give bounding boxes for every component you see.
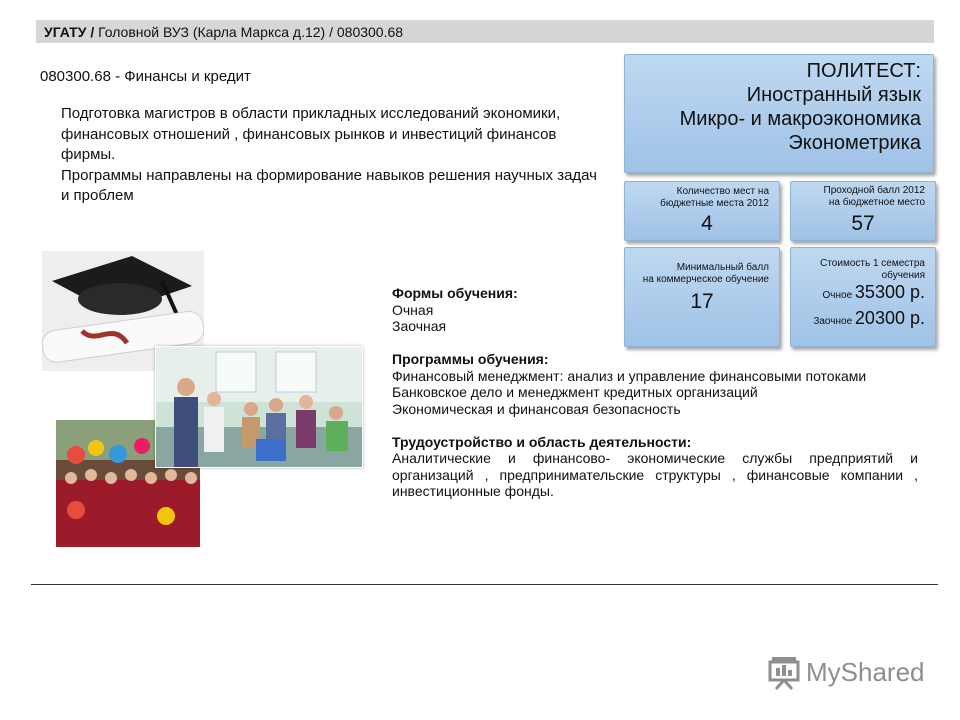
min-score-label-2: на коммерческое обучение xyxy=(642,274,769,285)
cost-label-2: обучения xyxy=(881,270,925,281)
politest-subject-1: Иностранный язык xyxy=(746,84,921,106)
employment-heading: Трудоустройство и область деятельности: xyxy=(392,433,692,450)
budget-places-value: 4 xyxy=(701,212,713,235)
min-score-label-1: Минимальный балл xyxy=(676,262,769,273)
budget-places-box xyxy=(624,181,780,241)
group-office-photo xyxy=(155,346,363,468)
logo-text: MyShared xyxy=(806,657,925,687)
program-description xyxy=(61,104,606,207)
program-item: Экономическая и финансовая безопасность xyxy=(392,400,681,417)
breadcrumb xyxy=(44,24,403,40)
breadcrumb-rest: Головной ВУЗ (Карла Маркса д.12) / 080300.68 xyxy=(94,24,404,40)
myshared-logo xyxy=(766,654,926,694)
cost-fulltime-value: 35300 р. xyxy=(854,282,925,302)
cost-label-1: Стоимость 1 семестра xyxy=(820,258,925,269)
budget-places-label-2: бюджетные места 2012 xyxy=(660,198,769,209)
presentation-board-icon xyxy=(766,654,802,690)
description-paragraph-2: Программы направлены на формирование навыков решения научных задач и проблем xyxy=(61,166,597,204)
passing-score-box xyxy=(790,181,936,241)
budget-places-label-1: Количество мест на xyxy=(676,186,769,197)
study-forms-heading: Формы обучения: xyxy=(392,285,518,301)
header-bar xyxy=(36,20,934,43)
program-item: Финансовый менеджмент: анализ и управление финансовыми потоками xyxy=(392,367,867,384)
passing-score-label-1: Проходной балл 2012 xyxy=(823,185,925,196)
politest-title: ПОЛИТЕСТ: xyxy=(806,60,921,82)
cost-extramural-value: 20300 р. xyxy=(854,308,925,328)
study-form-item: Очная xyxy=(392,301,434,318)
passing-score-label-2: на бюджетное место xyxy=(828,197,925,208)
info-section xyxy=(392,285,918,500)
program-title: 080300.68 - Финансы и кредит xyxy=(40,68,251,85)
university-name: УГАТУ / xyxy=(44,24,95,40)
passing-score-value: 57 xyxy=(851,212,875,235)
politest-box xyxy=(624,54,934,173)
study-form-item: Заочная xyxy=(392,318,447,334)
min-score-value: 17 xyxy=(690,290,714,313)
politest-subject-2: Микро- и макроэкономика xyxy=(679,108,921,130)
cost-extramural-label: Заочное xyxy=(813,316,853,327)
description-paragraph-1: Подготовка магистров в области прикладных исследований экономики, финансовых отношений , финансовых рынков и инвестиций финансов фирмы. xyxy=(61,105,561,163)
bottom-divider xyxy=(31,584,938,585)
cost-fulltime-label: Очное xyxy=(822,290,853,301)
programs-heading: Программы обучения: xyxy=(392,351,549,367)
politest-subject-3: Эконометрика xyxy=(788,132,921,154)
employment-text: Аналитические и финансово- экономические службы предприятий и организаций , предпринимательские структуры , финансовые компании , инвестиционные фонды. xyxy=(392,450,918,499)
program-item: Банковское дело и менеджмент кредитных организаций xyxy=(392,384,758,400)
